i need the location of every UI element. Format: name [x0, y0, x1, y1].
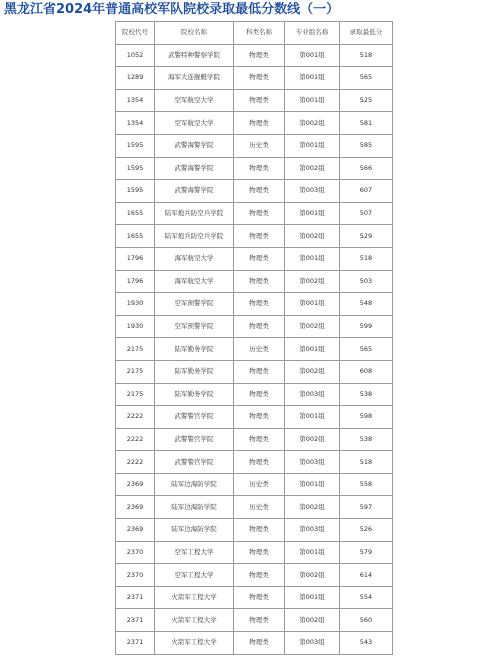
- major-group-cell: 第003组: [285, 383, 340, 406]
- school-code-cell: 1655: [116, 202, 155, 225]
- table-body: [116, 44, 393, 654]
- school-code-cell: 2222: [116, 451, 155, 474]
- table-row: [116, 247, 393, 270]
- subject-category-cell: 物理类: [234, 270, 285, 293]
- school-code-cell: 2222: [116, 406, 155, 429]
- major-group-cell: 第002组: [285, 609, 340, 632]
- major-group-cell: 第001组: [285, 202, 340, 225]
- min-score-cell: 554: [340, 586, 393, 609]
- subject-category-cell: 物理类: [234, 112, 285, 135]
- major-group-cell: 第001组: [285, 473, 340, 496]
- admission-score-table: [115, 21, 393, 655]
- major-group-cell: 第001组: [285, 586, 340, 609]
- school-code-cell: 1052: [116, 44, 155, 67]
- major-group-cell: 第001组: [285, 247, 340, 270]
- school-name-cell: 火箭军工程大学: [155, 586, 234, 609]
- school-name-cell: 武警警官学院: [155, 406, 234, 429]
- header-school-code: 院校代号: [116, 22, 155, 45]
- major-group-cell: 第002组: [285, 157, 340, 180]
- major-group-cell: 第001组: [285, 134, 340, 157]
- school-name-cell: 陆军炮兵防空兵学院: [155, 202, 234, 225]
- subject-category-cell: 物理类: [234, 541, 285, 564]
- school-name-cell: 武警海警学院: [155, 157, 234, 180]
- header-subject-category: 科类名称: [234, 22, 285, 45]
- school-code-cell: 2370: [116, 541, 155, 564]
- subject-category-cell: 物理类: [234, 609, 285, 632]
- table-row: [116, 360, 393, 383]
- header-major-group: 专业组名称: [285, 22, 340, 45]
- min-score-cell: 607: [340, 180, 393, 203]
- table-row: [116, 112, 393, 135]
- school-name-cell: 火箭军工程大学: [155, 609, 234, 632]
- subject-category-cell: 物理类: [234, 519, 285, 542]
- min-score-cell: 579: [340, 541, 393, 564]
- table-row: [116, 496, 393, 519]
- major-group-cell: 第003组: [285, 519, 340, 542]
- school-name-cell: 空军航空大学: [155, 112, 234, 135]
- school-code-cell: 2369: [116, 496, 155, 519]
- min-score-cell: 614: [340, 564, 393, 587]
- major-group-cell: 第002组: [285, 428, 340, 451]
- table-row: [116, 89, 393, 112]
- major-group-cell: 第001组: [285, 44, 340, 67]
- school-code-cell: 1930: [116, 293, 155, 316]
- major-group-cell: 第002组: [285, 496, 340, 519]
- school-name-cell: 武警海警学院: [155, 134, 234, 157]
- school-code-cell: 2222: [116, 428, 155, 451]
- school-name-cell: 空军工程大学: [155, 541, 234, 564]
- school-code-cell: 2369: [116, 519, 155, 542]
- min-score-cell: 538: [340, 428, 393, 451]
- min-score-cell: 581: [340, 112, 393, 135]
- min-score-cell: 518: [340, 44, 393, 67]
- min-score-cell: 608: [340, 360, 393, 383]
- subject-category-cell: 物理类: [234, 225, 285, 248]
- school-name-cell: 空军工程大学: [155, 564, 234, 587]
- school-name-cell: 海军大连舰艇学院: [155, 67, 234, 90]
- min-score-cell: 560: [340, 609, 393, 632]
- school-name-cell: 陆军炮兵防空兵学院: [155, 225, 234, 248]
- subject-category-cell: 物理类: [234, 586, 285, 609]
- table-header-row: [116, 22, 393, 45]
- school-name-cell: 武警警官学院: [155, 451, 234, 474]
- school-name-cell: 空军预警学院: [155, 293, 234, 316]
- school-code-cell: 2175: [116, 360, 155, 383]
- subject-category-cell: 历史类: [234, 134, 285, 157]
- subject-category-cell: 物理类: [234, 202, 285, 225]
- min-score-cell: 599: [340, 315, 393, 338]
- subject-category-cell: 历史类: [234, 473, 285, 496]
- min-score-cell: 597: [340, 496, 393, 519]
- major-group-cell: 第001组: [285, 541, 340, 564]
- page-title: 黑龙江省2024年普通高校军队院校录取最低分数线（一）: [4, 2, 340, 17]
- subject-category-cell: 物理类: [234, 67, 285, 90]
- school-name-cell: 海军航空大学: [155, 247, 234, 270]
- table-row: [116, 67, 393, 90]
- min-score-cell: 518: [340, 451, 393, 474]
- min-score-cell: 565: [340, 338, 393, 361]
- min-score-cell: 558: [340, 473, 393, 496]
- school-code-cell: 2371: [116, 632, 155, 655]
- major-group-cell: 第001组: [285, 67, 340, 90]
- major-group-cell: 第002组: [285, 225, 340, 248]
- school-name-cell: 陆军边海防学院: [155, 496, 234, 519]
- table-row: [116, 451, 393, 474]
- table-row: [116, 383, 393, 406]
- table-row: [116, 428, 393, 451]
- min-score-cell: 507: [340, 202, 393, 225]
- school-code-cell: 1796: [116, 270, 155, 293]
- table-row: [116, 44, 393, 67]
- subject-category-cell: 物理类: [234, 564, 285, 587]
- school-name-cell: 陆军勤务学院: [155, 338, 234, 361]
- school-name-cell: 武警海警学院: [155, 180, 234, 203]
- table-row: [116, 202, 393, 225]
- table-row: [116, 134, 393, 157]
- min-score-cell: 518: [340, 247, 393, 270]
- table-row: [116, 270, 393, 293]
- table-row: [116, 609, 393, 632]
- min-score-cell: 529: [340, 225, 393, 248]
- subject-category-cell: 物理类: [234, 44, 285, 67]
- table-row: [116, 293, 393, 316]
- school-name-cell: 武警警官学院: [155, 428, 234, 451]
- subject-category-cell: 物理类: [234, 406, 285, 429]
- header-min-score: 录取最低分: [340, 22, 393, 45]
- school-code-cell: 1655: [116, 225, 155, 248]
- school-name-cell: 武警特种警察学院: [155, 44, 234, 67]
- major-group-cell: 第002组: [285, 315, 340, 338]
- subject-category-cell: 物理类: [234, 247, 285, 270]
- school-code-cell: 1354: [116, 112, 155, 135]
- major-group-cell: 第001组: [285, 89, 340, 112]
- school-code-cell: 1354: [116, 89, 155, 112]
- subject-category-cell: 物理类: [234, 157, 285, 180]
- subject-category-cell: 历史类: [234, 338, 285, 361]
- school-code-cell: 1595: [116, 180, 155, 203]
- school-name-cell: 空军航空大学: [155, 89, 234, 112]
- school-code-cell: 1595: [116, 157, 155, 180]
- min-score-cell: 585: [340, 134, 393, 157]
- subject-category-cell: 物理类: [234, 428, 285, 451]
- school-code-cell: 2371: [116, 609, 155, 632]
- subject-category-cell: 物理类: [234, 89, 285, 112]
- table-row: [116, 541, 393, 564]
- major-group-cell: 第002组: [285, 360, 340, 383]
- min-score-cell: 525: [340, 89, 393, 112]
- table-row: [116, 632, 393, 655]
- subject-category-cell: 物理类: [234, 180, 285, 203]
- subject-category-cell: 物理类: [234, 293, 285, 316]
- min-score-cell: 598: [340, 406, 393, 429]
- school-name-cell: 陆军勤务学院: [155, 383, 234, 406]
- table-row: [116, 225, 393, 248]
- school-code-cell: 1930: [116, 315, 155, 338]
- subject-category-cell: 历史类: [234, 496, 285, 519]
- school-name-cell: 陆军勤务学院: [155, 360, 234, 383]
- school-code-cell: 2371: [116, 586, 155, 609]
- school-name-cell: 火箭军工程大学: [155, 632, 234, 655]
- min-score-cell: 526: [340, 519, 393, 542]
- min-score-cell: 503: [340, 270, 393, 293]
- min-score-cell: 565: [340, 67, 393, 90]
- major-group-cell: 第003组: [285, 451, 340, 474]
- header-school-name: 院校名称: [155, 22, 234, 45]
- table-row: [116, 586, 393, 609]
- school-name-cell: 海军航空大学: [155, 270, 234, 293]
- min-score-cell: 548: [340, 293, 393, 316]
- school-code-cell: 1289: [116, 67, 155, 90]
- major-group-cell: 第002组: [285, 112, 340, 135]
- table-row: [116, 564, 393, 587]
- subject-category-cell: 物理类: [234, 360, 285, 383]
- school-code-cell: 1796: [116, 247, 155, 270]
- subject-category-cell: 物理类: [234, 383, 285, 406]
- major-group-cell: 第002组: [285, 564, 340, 587]
- subject-category-cell: 物理类: [234, 315, 285, 338]
- subject-category-cell: 物理类: [234, 632, 285, 655]
- school-code-cell: 1595: [116, 134, 155, 157]
- table-row: [116, 315, 393, 338]
- major-group-cell: 第001组: [285, 293, 340, 316]
- school-name-cell: 陆军边海防学院: [155, 519, 234, 542]
- min-score-cell: 538: [340, 383, 393, 406]
- table-row: [116, 406, 393, 429]
- school-code-cell: 2369: [116, 473, 155, 496]
- min-score-cell: 566: [340, 157, 393, 180]
- school-name-cell: 空军预警学院: [155, 315, 234, 338]
- major-group-cell: 第001组: [285, 406, 340, 429]
- table-row: [116, 473, 393, 496]
- min-score-cell: 543: [340, 632, 393, 655]
- table-row: [116, 519, 393, 542]
- school-code-cell: 2370: [116, 564, 155, 587]
- table-row: [116, 180, 393, 203]
- subject-category-cell: 物理类: [234, 451, 285, 474]
- major-group-cell: 第001组: [285, 338, 340, 361]
- major-group-cell: 第003组: [285, 632, 340, 655]
- table-row: [116, 338, 393, 361]
- major-group-cell: 第003组: [285, 180, 340, 203]
- school-name-cell: 陆军边海防学院: [155, 473, 234, 496]
- table-row: [116, 157, 393, 180]
- school-code-cell: 2175: [116, 338, 155, 361]
- major-group-cell: 第002组: [285, 270, 340, 293]
- school-code-cell: 2175: [116, 383, 155, 406]
